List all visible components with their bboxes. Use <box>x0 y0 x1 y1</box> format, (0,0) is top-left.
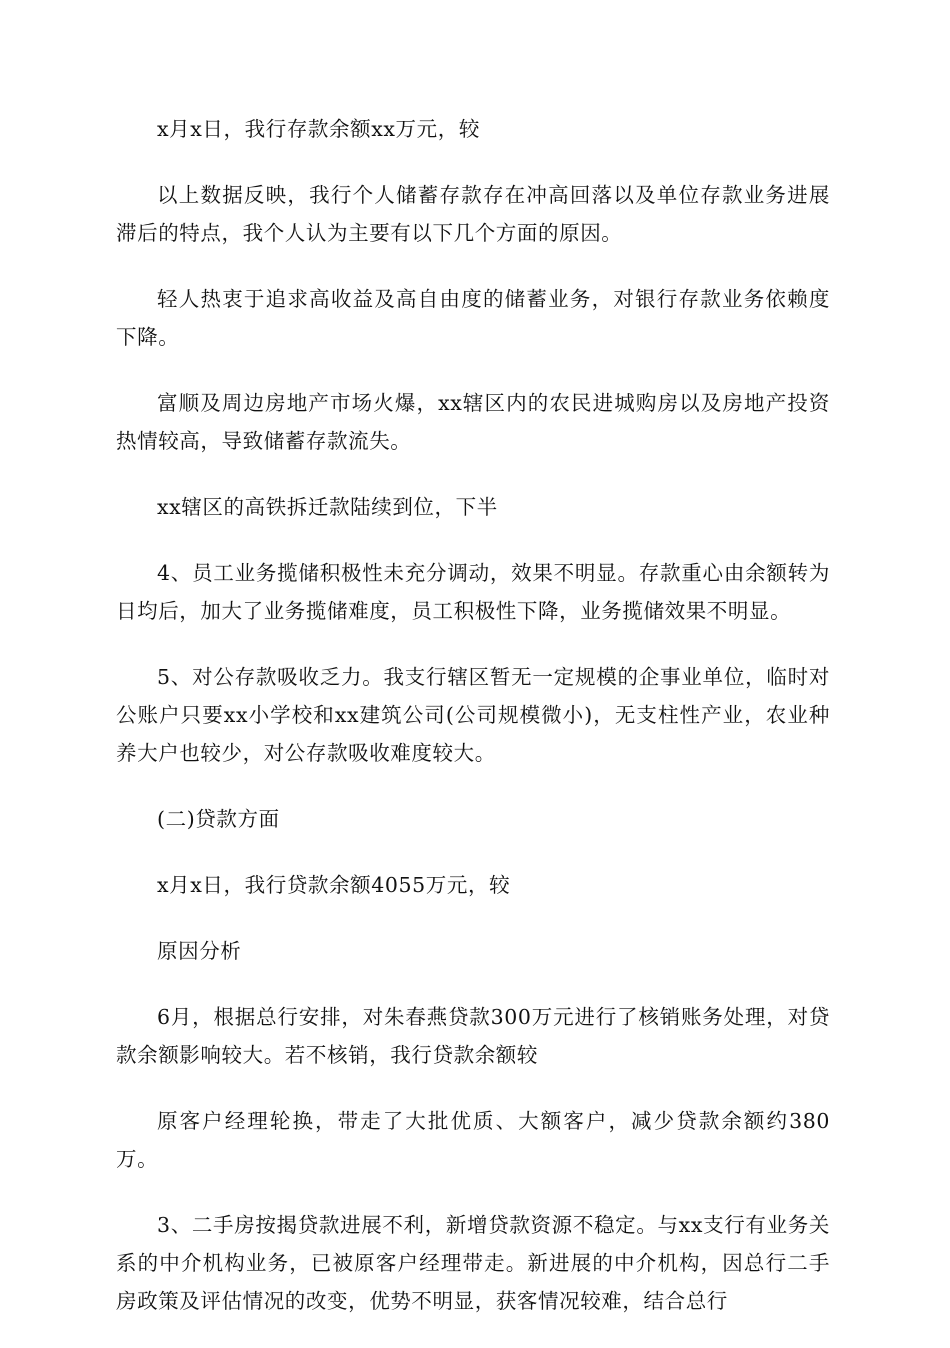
paragraph: x月x日，我行存款余额xx万元，较 <box>157 117 480 141</box>
paragraph: 5、对公存款吸收乏力。我支行辖区暂无一定规模的企事业单位，临时对公账户只要xx小学校和xx建筑公司(公司规模微小)，无支柱性产业，农业种养大户也较少，对公存款吸收难度较大。 <box>116 665 830 765</box>
paragraph: 3、二手房按揭贷款进展不利，新增贷款资源不稳定。与xx支行有业务关系的中介机构业务，已被原客户经理带走。新进展的中介机构，因总行二手房政策及评估情况的改变，优势不明显，获客情况较难，结合总行 <box>116 1213 830 1313</box>
paragraph: 6月，根据总行安排，对朱春燕贷款300万元进行了核销账务处理，对贷款余额影响较大。若不核销，我行贷款余额较 <box>116 1005 830 1067</box>
paragraph: x月x日，我行贷款余额4055万元，较 <box>157 873 511 897</box>
document-body <box>116 110 830 1348</box>
paragraph: 原客户经理轮换，带走了大批优质、大额客户，减少贷款余额约380万。 <box>116 1109 830 1171</box>
paragraph: 4、员工业务揽储积极性未充分调动，效果不明显。存款重心由余额转为日均后，加大了业务揽储难度，员工积极性下降，业务揽储效果不明显。 <box>116 561 830 623</box>
paragraph: 轻人热衷于追求高收益及高自由度的储蓄业务，对银行存款业务依赖度下降。 <box>116 287 830 349</box>
section-heading: 原因分析 <box>157 939 242 963</box>
paragraph: 富顺及周边房地产市场火爆，xx辖区内的农民进城购房以及房地产投资热情较高，导致储蓄存款流失。 <box>116 391 830 453</box>
paragraph: 以上数据反映，我行个人储蓄存款存在冲高回落以及单位存款业务进展滞后的特点，我个人认为主要有以下几个方面的原因。 <box>116 183 830 245</box>
paragraph: xx辖区的高铁拆迁款陆续到位，下半 <box>157 495 498 519</box>
section-heading: (二)贷款方面 <box>157 807 280 831</box>
